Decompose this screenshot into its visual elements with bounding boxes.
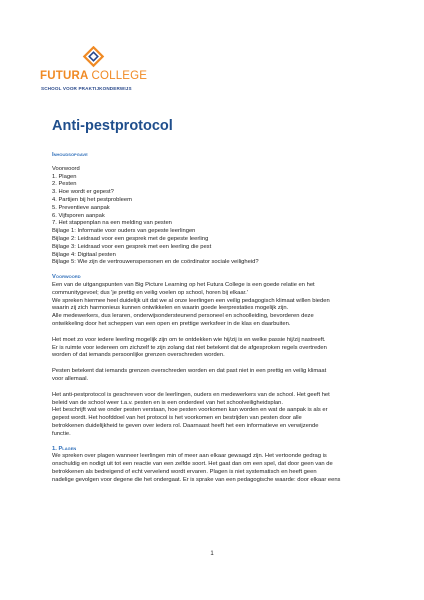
- plagen-heading: 1. Plagen: [52, 445, 77, 452]
- toc-item: Bijlage 3: Leidraad voor een gesprek met een leerling die pest: [52, 243, 212, 250]
- plagen-paragraph: We spreken over plagen wanneer leerlingen min of meer aan elkaar gewaagd zijn. Het vertoonde gedrag is onschuldig en nodigt uit tot een reactie van een zelfde soort. Het gaat dan om een spel, dat door geen van de betrokkenen als bedreigend of echt vervelend wordt ervaren. Plagen is niet systematisch en heeft geen nadelige gevolgen voor degene die het ondergaat. Er is sprake van een pedagogische waarde: door elkaar eens: [52, 453, 341, 483]
- toc-item: 4. Partijen bij het pestprobleem: [52, 196, 132, 203]
- toc-item: Bijlage 2: Leidraad voor een gesprek met de gepeste leerling: [52, 235, 209, 242]
- document-body: [52, 152, 374, 484]
- logo-name-futura: FUTURA: [40, 70, 89, 82]
- page-title: Anti-pestprotocol: [52, 118, 173, 134]
- voorwoord-paragraph-4: Het anti-pestprotocol is geschreven voor de leerlingen, ouders en medewerkers van de school. Het geeft het beleid van de school weer t.a.v. pesten en is een onderdeel van het schoolveiligheidsplan. Het beschrijft wat we onder pesten verstaan, hoe pesten voorkomen kan worden en wat de aanpak is als er gepest wordt. Het hoofddoel van het protocol is het voorkomen en bestrijden van pesten door alle betrokkenen duidelijkheid te geven over ieders rol. Daarnaast heeft het een informatieve en verwijzende functie.: [52, 391, 330, 437]
- toc-item: 5. Preventieve aanpak: [52, 204, 110, 211]
- voorwoord-paragraph-1: Een van de uitgangspunten van Big Picture Learning op het Futura College is een goede relatie en het communitygevoel; dus 'je prettig en veilig voelen op school, horen bij elkaar.' We spreken hiermee heel duidelijk uit dat we al onze leerlingen een veilig pedagogisch klimaat willen bieden waarin zij zich harmonieus kunnen ontwikkelen en waarin goede leerprestaties mogelijk zijn. Alle medewerkers, dus leraren, onderwijsondersteunend personeel en schoolleiding, bevorderen deze ontwikkeling door het scheppen van een open en prettige werksfeer in de klas en daarbuiten.: [52, 281, 330, 327]
- toc-item: 2. Pesten: [52, 181, 77, 188]
- toc-heading: Inhoudsopgave: [52, 152, 88, 158]
- page-number: 1: [210, 551, 214, 557]
- toc-item: Bijlage 5: Wie zijn de vertrouwenspersonen en de coördinator sociale veiligheid?: [52, 259, 259, 266]
- logo-tagline: SCHOOL VOOR PRAKTIJKONDERWIJS: [41, 86, 132, 91]
- toc-item: Voorwoord: [52, 165, 80, 172]
- toc-item: 3. Hoe wordt er gepest?: [52, 189, 114, 196]
- toc-item: Bijlage 1: Informatie voor ouders van gepeste leerlingen: [52, 228, 196, 235]
- voorwoord-paragraph-3: Pesten betekent dat iemands grenzen overschreden worden en dat past niet in een prettig en veilig klimaat voor allemaal.: [52, 368, 327, 382]
- voorwoord-heading: Voorwoord: [52, 274, 81, 281]
- toc-item: 6. Vijfsporen aanpak: [52, 212, 105, 219]
- logo-wordmark: [40, 70, 147, 82]
- futura-college-logo: [40, 46, 150, 106]
- toc-item: 7. Het stappenplan na een melding van pesten: [52, 220, 172, 227]
- logo-name-college: COLLEGE: [91, 70, 148, 82]
- voorwoord-paragraph-2: Het moet zo voor iedere leerling mogelijk zijn om te ontdekken wie hij/zij is en welke passie hij/zij nastreeft. Er is ruimte voor iedereen om zichzelf te zijn zolang dat niet betekent dat de afgesproken regels overtreden worden of dat iemands persoonlijke grenzen overschreden worden.: [52, 336, 327, 359]
- toc-item: Bijlage 4: Digitaal pesten: [52, 251, 116, 258]
- logo-diamond-icon: [81, 46, 107, 70]
- table-of-contents: [52, 166, 374, 267]
- toc-item: 1. Plagen: [52, 173, 77, 180]
